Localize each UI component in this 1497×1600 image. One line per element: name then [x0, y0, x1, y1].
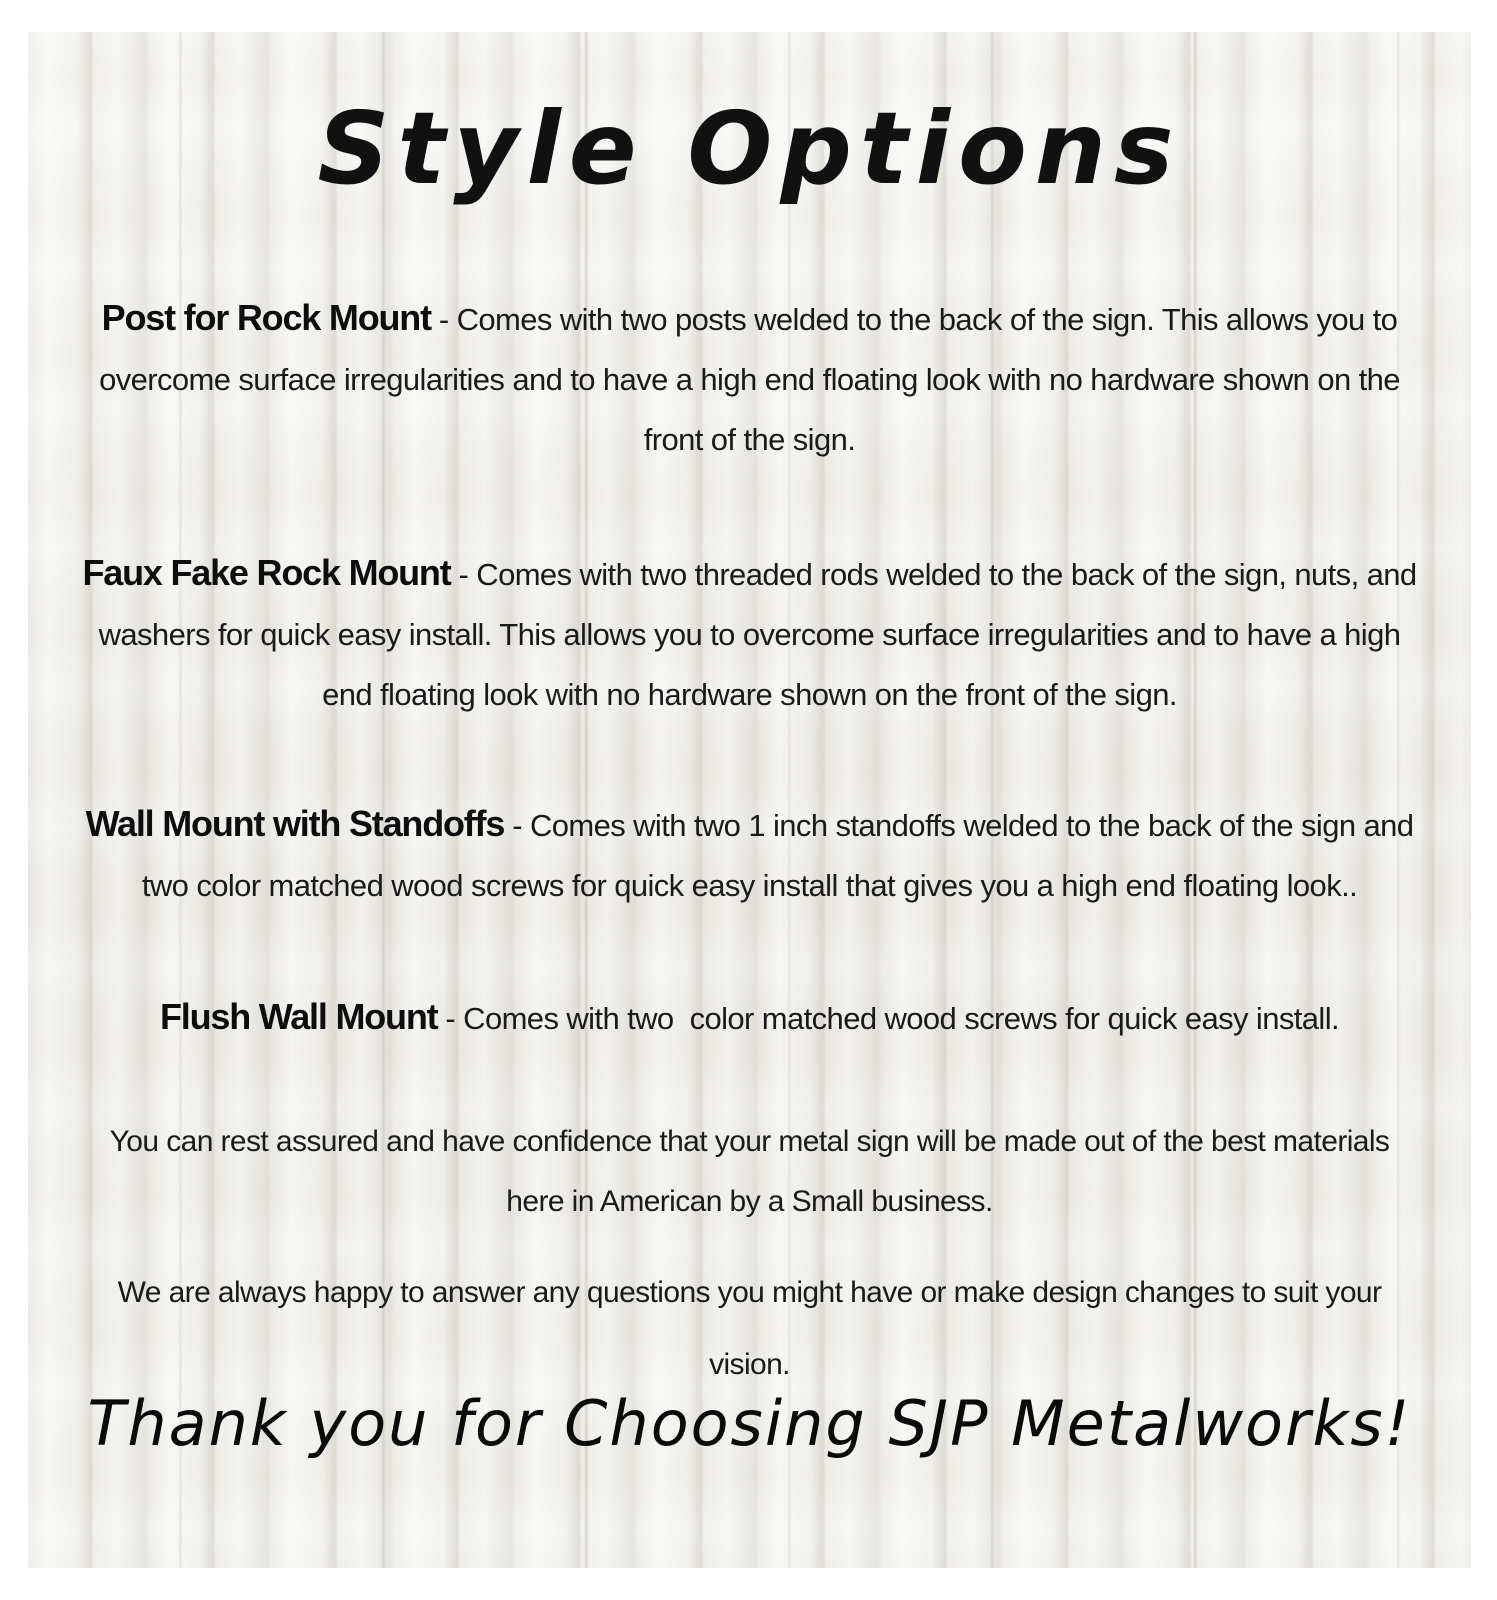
option-separator: - — [437, 1001, 464, 1036]
option-post-for-rock-mount — [78, 288, 1421, 470]
thank-you-message: Thank you for Choosing SJP Metalworks! — [87, 1387, 1412, 1460]
option-flush-wall-mount — [78, 987, 1421, 1049]
option-separator: - — [504, 808, 530, 843]
option-separator: - — [450, 557, 477, 592]
page-title: Style Options — [317, 90, 1182, 207]
option-name: Faux Fake Rock Mount — [82, 552, 451, 593]
style-options-content — [28, 32, 1471, 1568]
option-description: Comes with two threaded rods welded to the back of the sign, nuts, and washers for quick easy install. This allows you to overcome surface irregularities and to have a high end floating look with no hardware shown on the front of the sign. — [98, 557, 1417, 712]
questions-text: We are always happy to answer any questions you might have or make design changes to suit your vision. — [117, 1276, 1382, 1381]
option-separator: - — [430, 302, 457, 337]
option-name: Post for Rock Mount — [101, 297, 431, 338]
option-faux-fake-rock-mount — [78, 543, 1421, 725]
option-name: Wall Mount with Standoffs — [85, 803, 505, 844]
option-name: Flush Wall Mount — [159, 996, 438, 1037]
wood-background-panel — [28, 32, 1471, 1568]
option-description: Comes with two posts welded to the back of the sign. This allows you to overcome surface irregularities and to have a high end floating look with no hardware shown on the front of the sign. — [99, 302, 1400, 457]
option-wall-mount-with-standoffs — [78, 794, 1421, 916]
option-description: Comes with two 1 inch standoffs welded to the back of the sign and two color matched wood screws for quick easy install that gives you a high end floating look.. — [141, 808, 1414, 903]
option-description: Comes with two color matched wood screws for quick easy install. — [463, 1001, 1340, 1036]
assurance-text: You can rest assured and have confidence that your metal sign will be made out of the best materials here in American by a Small business. — [109, 1125, 1390, 1218]
